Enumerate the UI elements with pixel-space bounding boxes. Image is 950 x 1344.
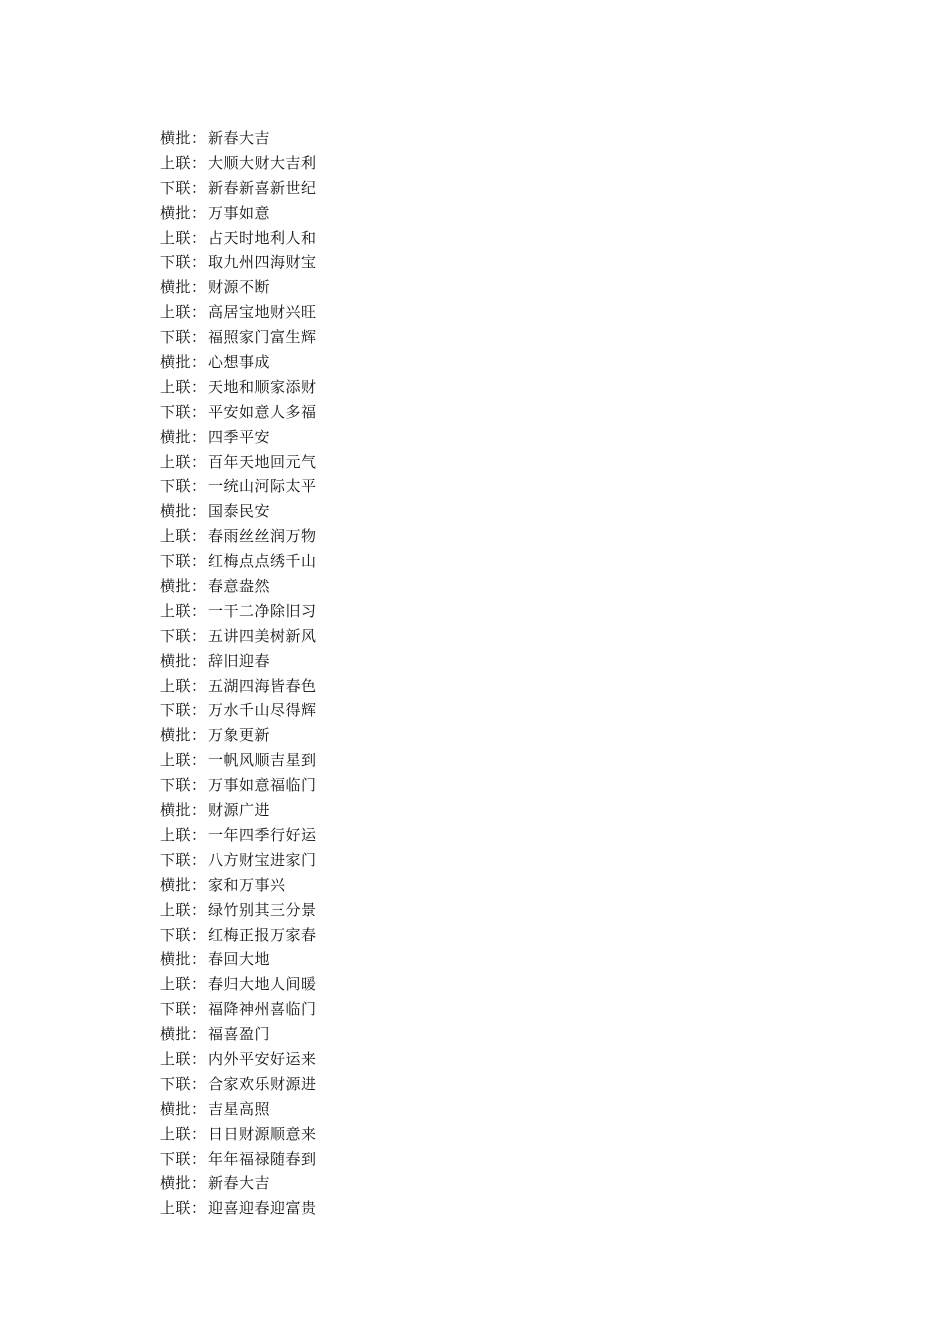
couplet-text: 财源不断 bbox=[208, 278, 271, 297]
couplet-line bbox=[160, 773, 317, 798]
couplet-label: 上联： bbox=[160, 751, 207, 770]
couplet-label: 上联： bbox=[160, 153, 207, 172]
couplet-line bbox=[160, 848, 317, 873]
couplet-label: 下联： bbox=[160, 701, 207, 720]
couplet-line bbox=[160, 1171, 317, 1196]
couplet-text: 天地和顺家添财 bbox=[208, 377, 317, 396]
couplet-text: 迎喜迎春迎富贵 bbox=[208, 1199, 317, 1218]
couplet-label: 上联： bbox=[160, 676, 207, 695]
couplet-label: 下联： bbox=[160, 626, 207, 645]
couplet-label: 上联： bbox=[160, 1124, 207, 1143]
couplet-text: 辞旧迎春 bbox=[208, 651, 271, 670]
couplet-line bbox=[160, 1122, 317, 1147]
couplet-label: 下联： bbox=[160, 402, 207, 421]
couplet-line bbox=[160, 250, 317, 275]
couplet-text: 国泰民安 bbox=[208, 502, 271, 521]
couplet-text: 家和万事兴 bbox=[208, 875, 286, 894]
couplet-label: 横批： bbox=[160, 875, 207, 894]
couplet-text: 新春新喜新世纪 bbox=[208, 178, 317, 197]
couplet-label: 下联： bbox=[160, 552, 207, 571]
couplet-line bbox=[160, 400, 317, 425]
couplet-line bbox=[160, 499, 317, 524]
couplet-text: 吉星高照 bbox=[208, 1099, 271, 1118]
couplet-text: 福降神州喜临门 bbox=[208, 1000, 317, 1019]
couplet-label: 下联： bbox=[160, 328, 207, 347]
couplet-label: 横批： bbox=[160, 129, 207, 147]
couplet-label: 下联： bbox=[160, 776, 207, 795]
couplet-line bbox=[160, 599, 317, 624]
couplet-text: 高居宝地财兴旺 bbox=[208, 303, 317, 322]
couplet-text: 合家欢乐财源进 bbox=[208, 1074, 317, 1093]
couplet-text: 万事如意 bbox=[208, 203, 271, 222]
couplet-line bbox=[160, 624, 317, 649]
couplet-text: 春意盎然 bbox=[208, 577, 271, 596]
couplet-label: 上联： bbox=[160, 452, 207, 471]
couplet-text: 红梅点点绣千山 bbox=[208, 552, 317, 571]
couplet-label: 横批： bbox=[160, 950, 207, 969]
couplet-text: 新春大吉 bbox=[208, 1174, 271, 1193]
couplet-text: 万水千山尽得辉 bbox=[208, 701, 317, 720]
couplet-text: 年年福禄随春到 bbox=[208, 1149, 317, 1168]
couplet-line bbox=[160, 375, 317, 400]
couplet-label: 横批： bbox=[160, 203, 207, 222]
couplet-line bbox=[160, 873, 317, 898]
couplet-line bbox=[160, 474, 317, 499]
couplet-line bbox=[160, 325, 317, 350]
couplet-text: 万事如意福临门 bbox=[208, 776, 317, 795]
couplet-text: 日日财源顺意来 bbox=[208, 1124, 317, 1143]
couplet-line bbox=[160, 574, 317, 599]
couplet-line bbox=[160, 823, 317, 848]
couplet-text: 新春大吉 bbox=[208, 129, 271, 147]
couplet-text: 万象更新 bbox=[208, 726, 271, 745]
couplet-list bbox=[160, 126, 317, 1221]
couplet-label: 下联： bbox=[160, 178, 207, 197]
couplet-label: 横批： bbox=[160, 726, 207, 745]
couplet-label: 上联： bbox=[160, 975, 207, 994]
couplet-text: 八方财宝进家门 bbox=[208, 850, 317, 869]
couplet-label: 横批： bbox=[160, 1099, 207, 1118]
couplet-line bbox=[160, 126, 317, 151]
couplet-line bbox=[160, 425, 317, 450]
couplet-text: 福喜盈门 bbox=[208, 1025, 271, 1044]
couplet-text: 福照家门富生辉 bbox=[208, 328, 317, 347]
couplet-label: 上联： bbox=[160, 601, 207, 620]
couplet-line bbox=[160, 748, 317, 773]
couplet-line bbox=[160, 275, 317, 300]
couplet-label: 上联： bbox=[160, 825, 207, 844]
couplet-label: 横批： bbox=[160, 278, 207, 297]
couplet-line bbox=[160, 226, 317, 251]
couplet-label: 横批： bbox=[160, 1025, 207, 1044]
couplet-label: 下联： bbox=[160, 1074, 207, 1093]
couplet-text: 春回大地 bbox=[208, 950, 271, 969]
couplet-line bbox=[160, 201, 317, 226]
couplet-line bbox=[160, 151, 317, 176]
couplet-label: 下联： bbox=[160, 925, 207, 944]
couplet-label: 上联： bbox=[160, 303, 207, 322]
couplet-label: 横批： bbox=[160, 502, 207, 521]
couplet-line bbox=[160, 898, 317, 923]
couplet-label: 横批： bbox=[160, 651, 207, 670]
couplet-line bbox=[160, 723, 317, 748]
couplet-text: 占天时地利人和 bbox=[208, 228, 317, 247]
couplet-text: 心想事成 bbox=[208, 353, 271, 372]
couplet-label: 横批： bbox=[160, 353, 207, 372]
couplet-text: 绿竹别其三分景 bbox=[208, 900, 317, 919]
couplet-text: 百年天地回元气 bbox=[208, 452, 317, 471]
couplet-text: 五讲四美树新风 bbox=[208, 626, 317, 645]
couplet-label: 横批： bbox=[160, 801, 207, 820]
couplet-text: 取九州四海财宝 bbox=[208, 253, 317, 272]
couplet-line bbox=[160, 300, 317, 325]
couplet-line bbox=[160, 1072, 317, 1097]
couplet-line bbox=[160, 997, 317, 1022]
couplet-text: 大顺大财大吉利 bbox=[208, 153, 317, 172]
couplet-label: 上联： bbox=[160, 1199, 207, 1218]
couplet-text: 平安如意人多福 bbox=[208, 402, 317, 421]
couplet-line bbox=[160, 972, 317, 997]
couplet-line bbox=[160, 1047, 317, 1072]
couplet-text: 一年四季行好运 bbox=[208, 825, 317, 844]
couplet-text: 一帆风顺吉星到 bbox=[208, 751, 317, 770]
couplet-label: 上联： bbox=[160, 900, 207, 919]
couplet-line bbox=[160, 350, 317, 375]
couplet-line bbox=[160, 923, 317, 948]
couplet-label: 上联： bbox=[160, 527, 207, 546]
couplet-label: 上联： bbox=[160, 377, 207, 396]
couplet-line bbox=[160, 524, 317, 549]
couplet-text: 一干二净除旧习 bbox=[208, 601, 317, 620]
couplet-line bbox=[160, 1022, 317, 1047]
couplet-line bbox=[160, 674, 317, 699]
couplet-line bbox=[160, 698, 317, 723]
couplet-line bbox=[160, 947, 317, 972]
couplet-text: 五湖四海皆春色 bbox=[208, 676, 317, 695]
couplet-line bbox=[160, 649, 317, 674]
couplet-label: 上联： bbox=[160, 228, 207, 247]
couplet-text: 春雨丝丝润万物 bbox=[208, 527, 317, 546]
couplet-line bbox=[160, 450, 317, 475]
couplet-line bbox=[160, 1097, 317, 1122]
couplet-label: 上联： bbox=[160, 1049, 207, 1068]
couplet-label: 横批： bbox=[160, 577, 207, 596]
couplet-line bbox=[160, 798, 317, 823]
couplet-text: 财源广进 bbox=[208, 801, 271, 820]
couplet-label: 下联： bbox=[160, 1149, 207, 1168]
couplet-line bbox=[160, 549, 317, 574]
couplet-line bbox=[160, 176, 317, 201]
couplet-line bbox=[160, 1147, 317, 1172]
couplet-line bbox=[160, 1196, 317, 1221]
couplet-label: 下联： bbox=[160, 850, 207, 869]
couplet-text: 一统山河际太平 bbox=[208, 477, 317, 496]
couplet-text: 四季平安 bbox=[208, 427, 271, 446]
couplet-label: 横批： bbox=[160, 427, 207, 446]
couplet-text: 红梅正报万家春 bbox=[208, 925, 317, 944]
couplet-label: 下联： bbox=[160, 477, 207, 496]
couplet-label: 横批： bbox=[160, 1174, 207, 1193]
couplet-text: 春归大地人间暖 bbox=[208, 975, 317, 994]
couplet-text: 内外平安好运来 bbox=[208, 1049, 317, 1068]
couplet-label: 下联： bbox=[160, 253, 207, 272]
couplet-label: 下联： bbox=[160, 1000, 207, 1019]
